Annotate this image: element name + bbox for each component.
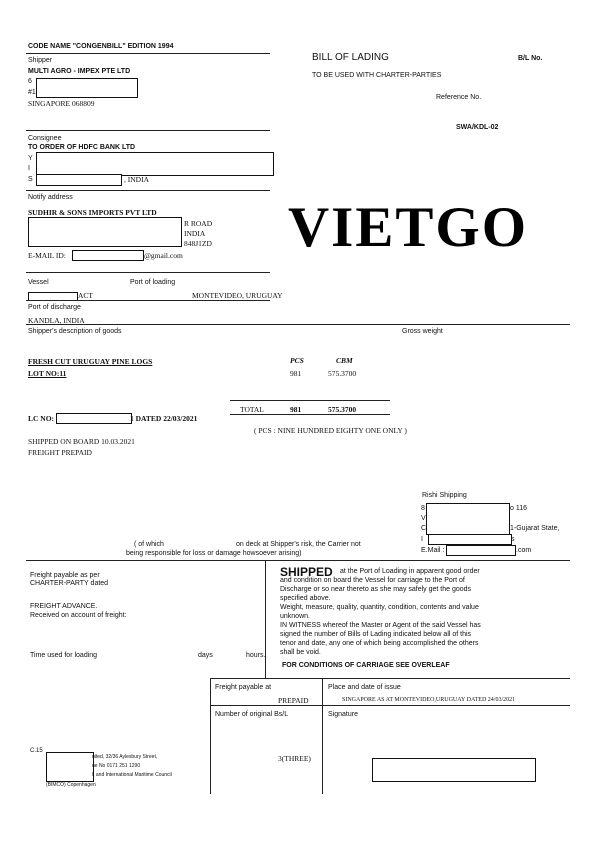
port-of-loading: MONTEVIDEO, URUGUAY [192, 291, 283, 300]
divider [26, 324, 570, 325]
shipped-heading: SHIPPED [280, 565, 333, 579]
redaction-box [36, 152, 274, 176]
freight-payable-at-label: Freight payable at [215, 684, 272, 691]
footer-code: C.15 [30, 748, 43, 754]
days-label: days [198, 652, 213, 659]
agent-address-line: o 116 [510, 505, 527, 512]
gross-weight-label: Gross weight [402, 328, 443, 335]
shipped-text: specified above. [280, 595, 331, 602]
footer-text: (BIMCO) Copenhagen [46, 782, 96, 788]
divider [26, 272, 270, 273]
agent-email-label: E.Mail : [421, 547, 445, 554]
freight-prepaid: FREIGHT PREPAID [28, 448, 92, 457]
agent-address-line: 1-Gujarat State, [510, 525, 560, 532]
shipped-text: and condition on board the Vessel for carriage to the Port of [280, 577, 465, 584]
signature-redaction [372, 758, 536, 782]
divider [210, 705, 570, 706]
time-used-label: Time used for loading [30, 652, 98, 659]
notify-email-domain: @gmail.com [144, 251, 183, 260]
reference-value: SWA/KDL-02 [456, 124, 499, 131]
notify-address-line: 848J1ZD [184, 239, 212, 248]
freight-payable-at-value: PREPAID [278, 696, 309, 705]
redaction-box [36, 174, 122, 186]
total-rule [230, 400, 390, 401]
notify-label: Notify address [28, 194, 73, 201]
pcs-label: PCS [290, 356, 304, 365]
signature-label: Signature [328, 711, 358, 718]
port-of-discharge-label: Port of discharge [28, 304, 81, 311]
shipper-address-line: #1 [28, 89, 36, 96]
redaction-box [426, 503, 510, 535]
deck-clause: being responsible for loss or damage howsoever arising) [126, 550, 302, 557]
notify-address-line: R ROAD [184, 219, 213, 228]
consignee-label: Consignee [28, 135, 62, 142]
reference-label: Reference No. [436, 94, 482, 101]
hours-label: hours. [246, 652, 266, 659]
redaction-box [428, 534, 512, 545]
pcs-value: 981 [290, 369, 302, 378]
consignee-name: TO ORDER OF HDFC BANK LTD [28, 144, 136, 151]
notify-email-label: E-MAIL ID: [28, 251, 66, 260]
total-cbm: 575.3700 [328, 405, 357, 414]
redaction-box [46, 752, 94, 782]
divider [26, 130, 270, 131]
cbm-label: CBM [336, 356, 353, 365]
agent-address-line: 8 [421, 505, 425, 512]
redaction-box [56, 413, 132, 424]
divider [265, 560, 266, 678]
document-title: BILL OF LADING [312, 52, 389, 63]
total-label: TOTAL [240, 405, 264, 414]
pcs-in-words: ( PCS : NINE HUNDRED EIGHTY ONE ONLY ) [254, 426, 407, 435]
deck-clause: ( of which [134, 541, 164, 548]
total-rule [230, 414, 390, 415]
redaction-box [72, 250, 144, 261]
footer-text: l, and International Maritime Council [92, 772, 172, 778]
freight-text: Received on account of freight: [30, 612, 127, 619]
footer-text: ne No 0171 251 1290 [92, 763, 141, 769]
redaction-box [446, 545, 516, 556]
shipper-name: MULTI AGRO - IMPEX PTE LTD [28, 68, 131, 75]
notify-name: SUDHIR & SONS IMPORTS PVT LTD [28, 208, 157, 217]
lot-number: LOT NO:11 [28, 369, 67, 378]
shipper-label: Shipper [28, 57, 53, 64]
divider [322, 678, 323, 794]
agent-address-line: C [421, 525, 427, 532]
port-of-loading-label: Port of loading [130, 279, 176, 286]
watermark-text: VIETGO [288, 196, 529, 259]
agent-address-line: V [421, 515, 426, 522]
shipped-text: Discharge or so near thereto as she may safely get the goods [280, 586, 472, 593]
shipped-text: signed the number of Bills of Lading indicated below all of this [280, 631, 472, 638]
vessel-name: ACT [78, 291, 93, 300]
shipped-text: shall be void. [280, 649, 321, 656]
footer-text: nited, 32/36 Aylesbury Street, [92, 754, 158, 760]
place-date-label: Place and date of issue [328, 684, 401, 691]
agent-email-end: .com [516, 547, 532, 554]
originals-value: 3(THREE) [278, 754, 311, 763]
agent-address-line: I [421, 536, 423, 543]
total-pcs: 981 [290, 405, 302, 414]
consignee-address-line: Y [28, 155, 33, 162]
conditions-note: FOR CONDITIONS OF CARRIAGE SEE OVERLEAF [282, 662, 450, 669]
bl-number-label: B/L No. [518, 55, 543, 62]
shipped-text: unknown. [280, 613, 310, 620]
divider [210, 678, 570, 679]
consignee-country: , INDIA [124, 175, 149, 184]
shipped-text: tenor and date, any one of which being accomplished the others [280, 640, 479, 647]
divider [26, 53, 270, 54]
consignee-address-line: I [28, 165, 30, 172]
originals-label: Number of original Bs/L [215, 711, 289, 718]
agent-name: Rishi Shipping [422, 492, 467, 499]
shipped-on-board: SHIPPED ON BOARD 10.03.2021 [28, 437, 135, 446]
shipped-text: at the Port of Loading in apparent good order [340, 568, 480, 575]
redaction-box [36, 78, 138, 98]
vessel-label: Vessel [28, 279, 49, 286]
goods-description-label: Shipper's description of goods [28, 328, 122, 335]
redaction-box [28, 217, 182, 247]
consignee-address-line: S [28, 176, 33, 183]
divider [26, 560, 570, 561]
shipped-text: IN WITNESS whereof the Master or Agent of the said Vessel has [280, 622, 481, 629]
cbm-value: 575.3700 [328, 369, 357, 378]
divider [26, 190, 270, 191]
divider [210, 678, 211, 794]
shipped-text: Weight, measure, quality, quantity, condition, contents and value [280, 604, 479, 611]
freight-text: Freight payable as per [30, 572, 100, 579]
shipper-address-line: SINGAPORE 068809 [28, 99, 95, 108]
freight-text: FREIGHT ADVANCE. [30, 603, 98, 610]
lc-dated: 1 DATED 22/03/2021 [130, 414, 198, 423]
agent-address-line: s [511, 536, 515, 543]
divider [26, 300, 270, 301]
document-subtitle: TO BE USED WITH CHARTER-PARTIES [312, 72, 442, 79]
lc-label: LC NO: [28, 414, 55, 423]
goods-line: FRESH CUT URUGUAY PINE LOGS [28, 357, 153, 366]
code-name: CODE NAME "CONGENBILL" EDITION 1994 [28, 43, 174, 50]
notify-address-line: INDIA [184, 229, 206, 238]
port-of-discharge: KANDLA, INDIA [28, 316, 85, 325]
shipper-address-line: 6 [28, 78, 32, 85]
deck-clause: on deck at Shipper's risk, the Carrier not [236, 541, 361, 548]
place-date-value: SINGAPORE AS AT MONTEVIDEO,URUGUAY DATED 24/03/2021 [342, 697, 516, 703]
freight-text: CHARTER-PARTY dated [30, 580, 109, 587]
